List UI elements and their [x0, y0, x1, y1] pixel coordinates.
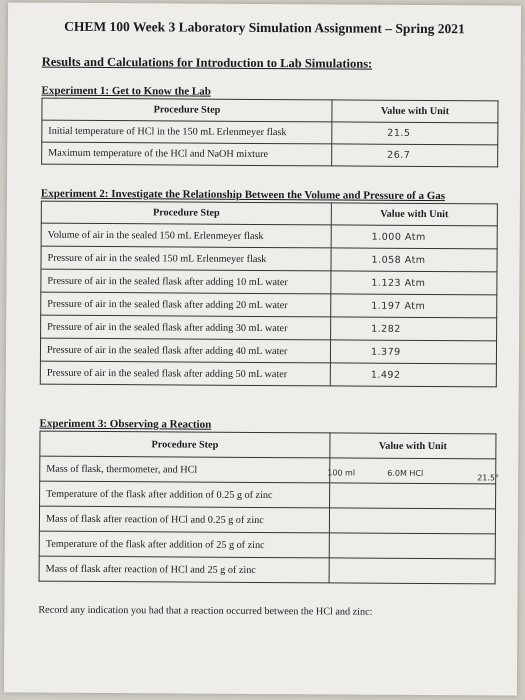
table-row [41, 269, 497, 295]
experiment-1-heading: Experiment 1: Get to Know the Lab [41, 84, 211, 98]
procedure-cell: Pressure of air in the sealed 150 mL Erlenmeyer flask [41, 246, 331, 271]
procedure-cell: Pressure of air in the sealed flask after adding 50 mL water [40, 361, 330, 386]
procedure-cell: Mass of flask after reaction of HCl and 25 g of zinc [39, 556, 329, 583]
procedure-cell: Mass of flask after reaction of HCl and 0.25 g of zinc [39, 506, 329, 533]
value-cell[interactable] [329, 508, 495, 534]
value-cell[interactable]: 26.7 [332, 144, 498, 167]
value-cell[interactable] [329, 558, 495, 584]
section-subtitle: Results and Calculations for Introduction to Lab Simulations: [41, 54, 373, 71]
experiment-3-heading: Experiment 3: Observing a Reaction [39, 417, 212, 431]
value-cell[interactable]: 1.492 [330, 363, 496, 387]
table-row [42, 120, 498, 145]
procedure-cell: Mass of flask, thermometer, and HCl [40, 456, 330, 483]
procedure-cell: Temperature of the flask after addition of 25 g of zinc [39, 531, 329, 558]
procedure-cell: Pressure of air in the sealed flask after adding 40 mL water [40, 338, 330, 363]
value-cell[interactable]: 1.379 [330, 340, 496, 364]
value-cell[interactable]: 1.197 Atm [331, 294, 497, 318]
value-cell[interactable]: 21.5 [332, 122, 498, 145]
value-cell[interactable] [329, 533, 495, 559]
table-row [39, 506, 495, 534]
experiment-2-table [40, 201, 498, 388]
procedure-header: Procedure Step [40, 431, 330, 458]
value-cell[interactable]: 1.000 Atm [331, 225, 497, 249]
table-header-row [41, 201, 497, 226]
page-title: CHEM 100 Week 3 Laboratory Simulation Assignment – Spring 2021 [64, 18, 465, 37]
table-row [40, 361, 496, 387]
procedure-cell: Maximum temperature of the HCl and NaOH mixture [42, 142, 332, 166]
procedure-header: Procedure Step [41, 201, 331, 225]
record-prompt: Record any indication you had that a reaction occurred between the HCl and zinc: [38, 604, 373, 618]
value-header: Value with Unit [330, 433, 496, 459]
table-row [40, 481, 496, 509]
procedure-cell: Pressure of air in the sealed flask after adding 20 mL water [41, 292, 331, 317]
value-cell[interactable]: 1.058 Atm [331, 248, 497, 272]
value-cell[interactable]: 1.123 Atm [331, 271, 497, 295]
table-row [41, 223, 497, 249]
procedure-cell: Pressure of air in the sealed flask after adding 10 mL water [41, 269, 331, 294]
procedure-cell: Initial temperature of HCl in the 150 mL Erlenmeyer flask [42, 120, 332, 144]
procedure-cell: Temperature of the flask after addition of 0.25 g of zinc [40, 481, 330, 508]
table-row [42, 142, 498, 167]
table-header-row [40, 431, 496, 459]
experiment-1-table [41, 98, 498, 168]
table-row [39, 531, 495, 559]
worksheet-page [4, 2, 521, 695]
experiment-2-heading: Experiment 2: Investigate the Relationship Between the Volume and Pressure of a Gas [40, 187, 446, 203]
table-header-row [42, 98, 498, 123]
procedure-header: Procedure Step [42, 98, 332, 122]
procedure-cell: Volume of air in the sealed 150 mL Erlenmeyer flask [41, 223, 331, 248]
procedure-cell: Pressure of air in the sealed flask after adding 30 mL water [41, 315, 331, 340]
table-row [41, 246, 497, 272]
table-row [41, 292, 497, 318]
handwritten-note-acid: 6.0M HCl [387, 468, 424, 478]
table-row [41, 315, 497, 341]
table-row [39, 556, 495, 584]
experiment-3-table [39, 431, 500, 585]
handwritten-note-temperature: 21.5° [477, 473, 500, 483]
value-cell[interactable]: 1.282 [331, 317, 497, 341]
handwritten-note-volume: 100 ml [327, 468, 356, 478]
value-header: Value with Unit [331, 203, 497, 226]
value-cell[interactable] [330, 483, 496, 509]
table-row [40, 456, 496, 484]
value-header: Value with Unit [332, 100, 498, 123]
table-row [40, 338, 496, 364]
